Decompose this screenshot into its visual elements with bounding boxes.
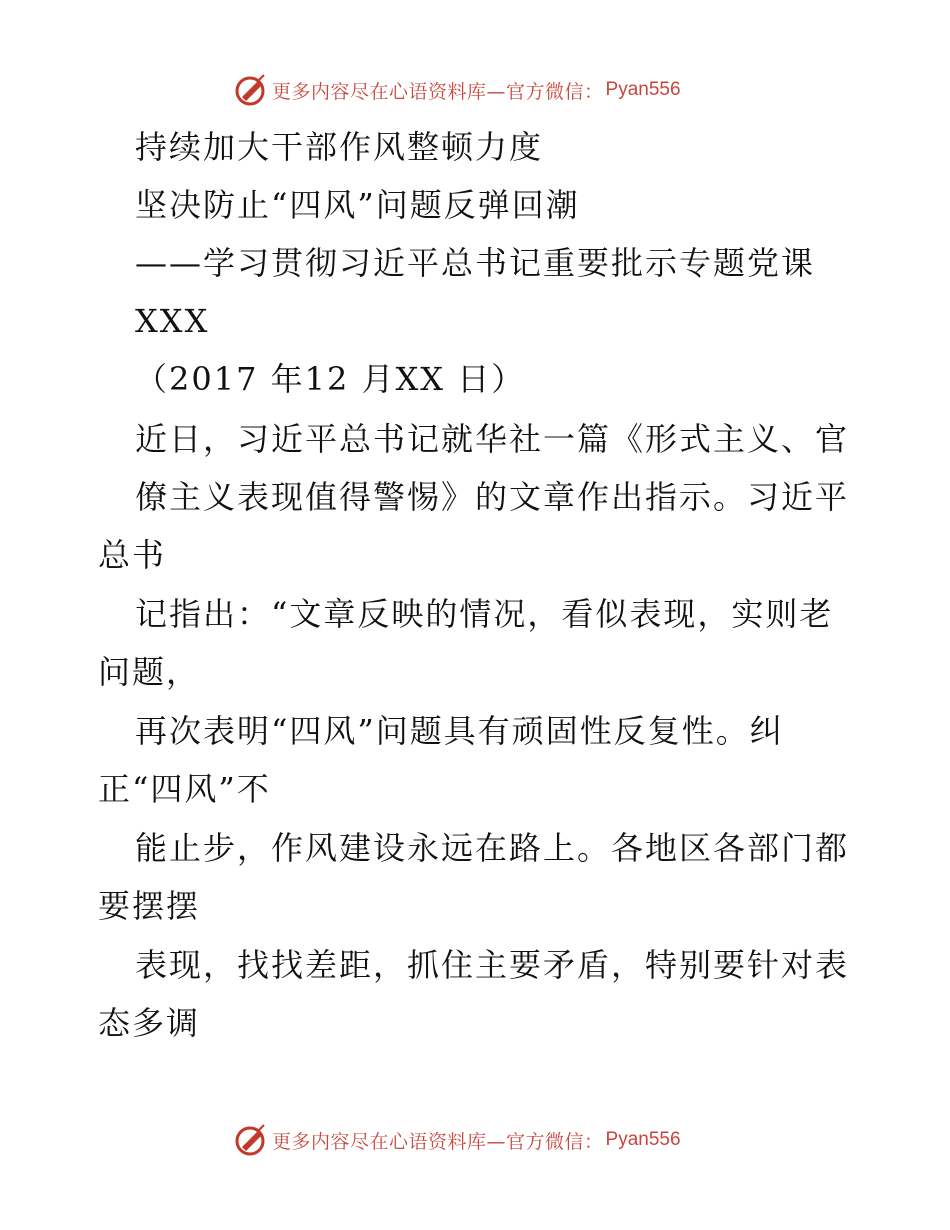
watermark-footer: [234, 1122, 681, 1158]
pen-logo-icon: [234, 1123, 268, 1157]
body-line: 问题，: [98, 653, 201, 691]
body-line: 要摆摆: [98, 887, 201, 925]
document-title-line-1: 持续加大干部作风整顿力度: [135, 128, 544, 166]
watermark-text: 更多内容尽在心语资料库—官方微信：: [272, 80, 604, 103]
pen-logo-icon: [234, 73, 268, 107]
body-line: 态多调: [98, 1004, 201, 1042]
body-line: 总书: [98, 536, 167, 574]
watermark-account: Pyan556: [605, 79, 681, 100]
body-line: 表现，找找差距，抓住主要矛盾，特别要针对表: [135, 946, 850, 984]
document-date: （2017 年12 月XX 日）: [135, 360, 526, 398]
body-line: 再次表明“四风”问题具有顽固性反复性。纠: [135, 712, 784, 750]
body-line: 能止步，作风建设永远在路上。各地区各部门都: [135, 829, 850, 867]
body-line: 近日，习近平总书记就华社一篇《形式主义、官: [135, 420, 850, 458]
body-line: 记指出：“文章反映的情况，看似表现，实则老: [135, 595, 834, 633]
body-line: 正“四风”不: [98, 770, 271, 808]
document-author: XXX: [135, 302, 210, 340]
watermark-text: 更多内容尽在心语资料库—官方微信：: [272, 1130, 604, 1153]
document-subtitle: ——学习贯彻习近平总书记重要批示专题党课: [135, 244, 816, 282]
body-line: 僚主义表现值得警惕》的文章作出指示。习近平: [135, 478, 850, 516]
document-title-line-2: 坚决防止“四风”问题反弹回潮: [135, 186, 580, 224]
watermark-header: [234, 72, 681, 108]
watermark-account: Pyan556: [605, 1129, 681, 1150]
